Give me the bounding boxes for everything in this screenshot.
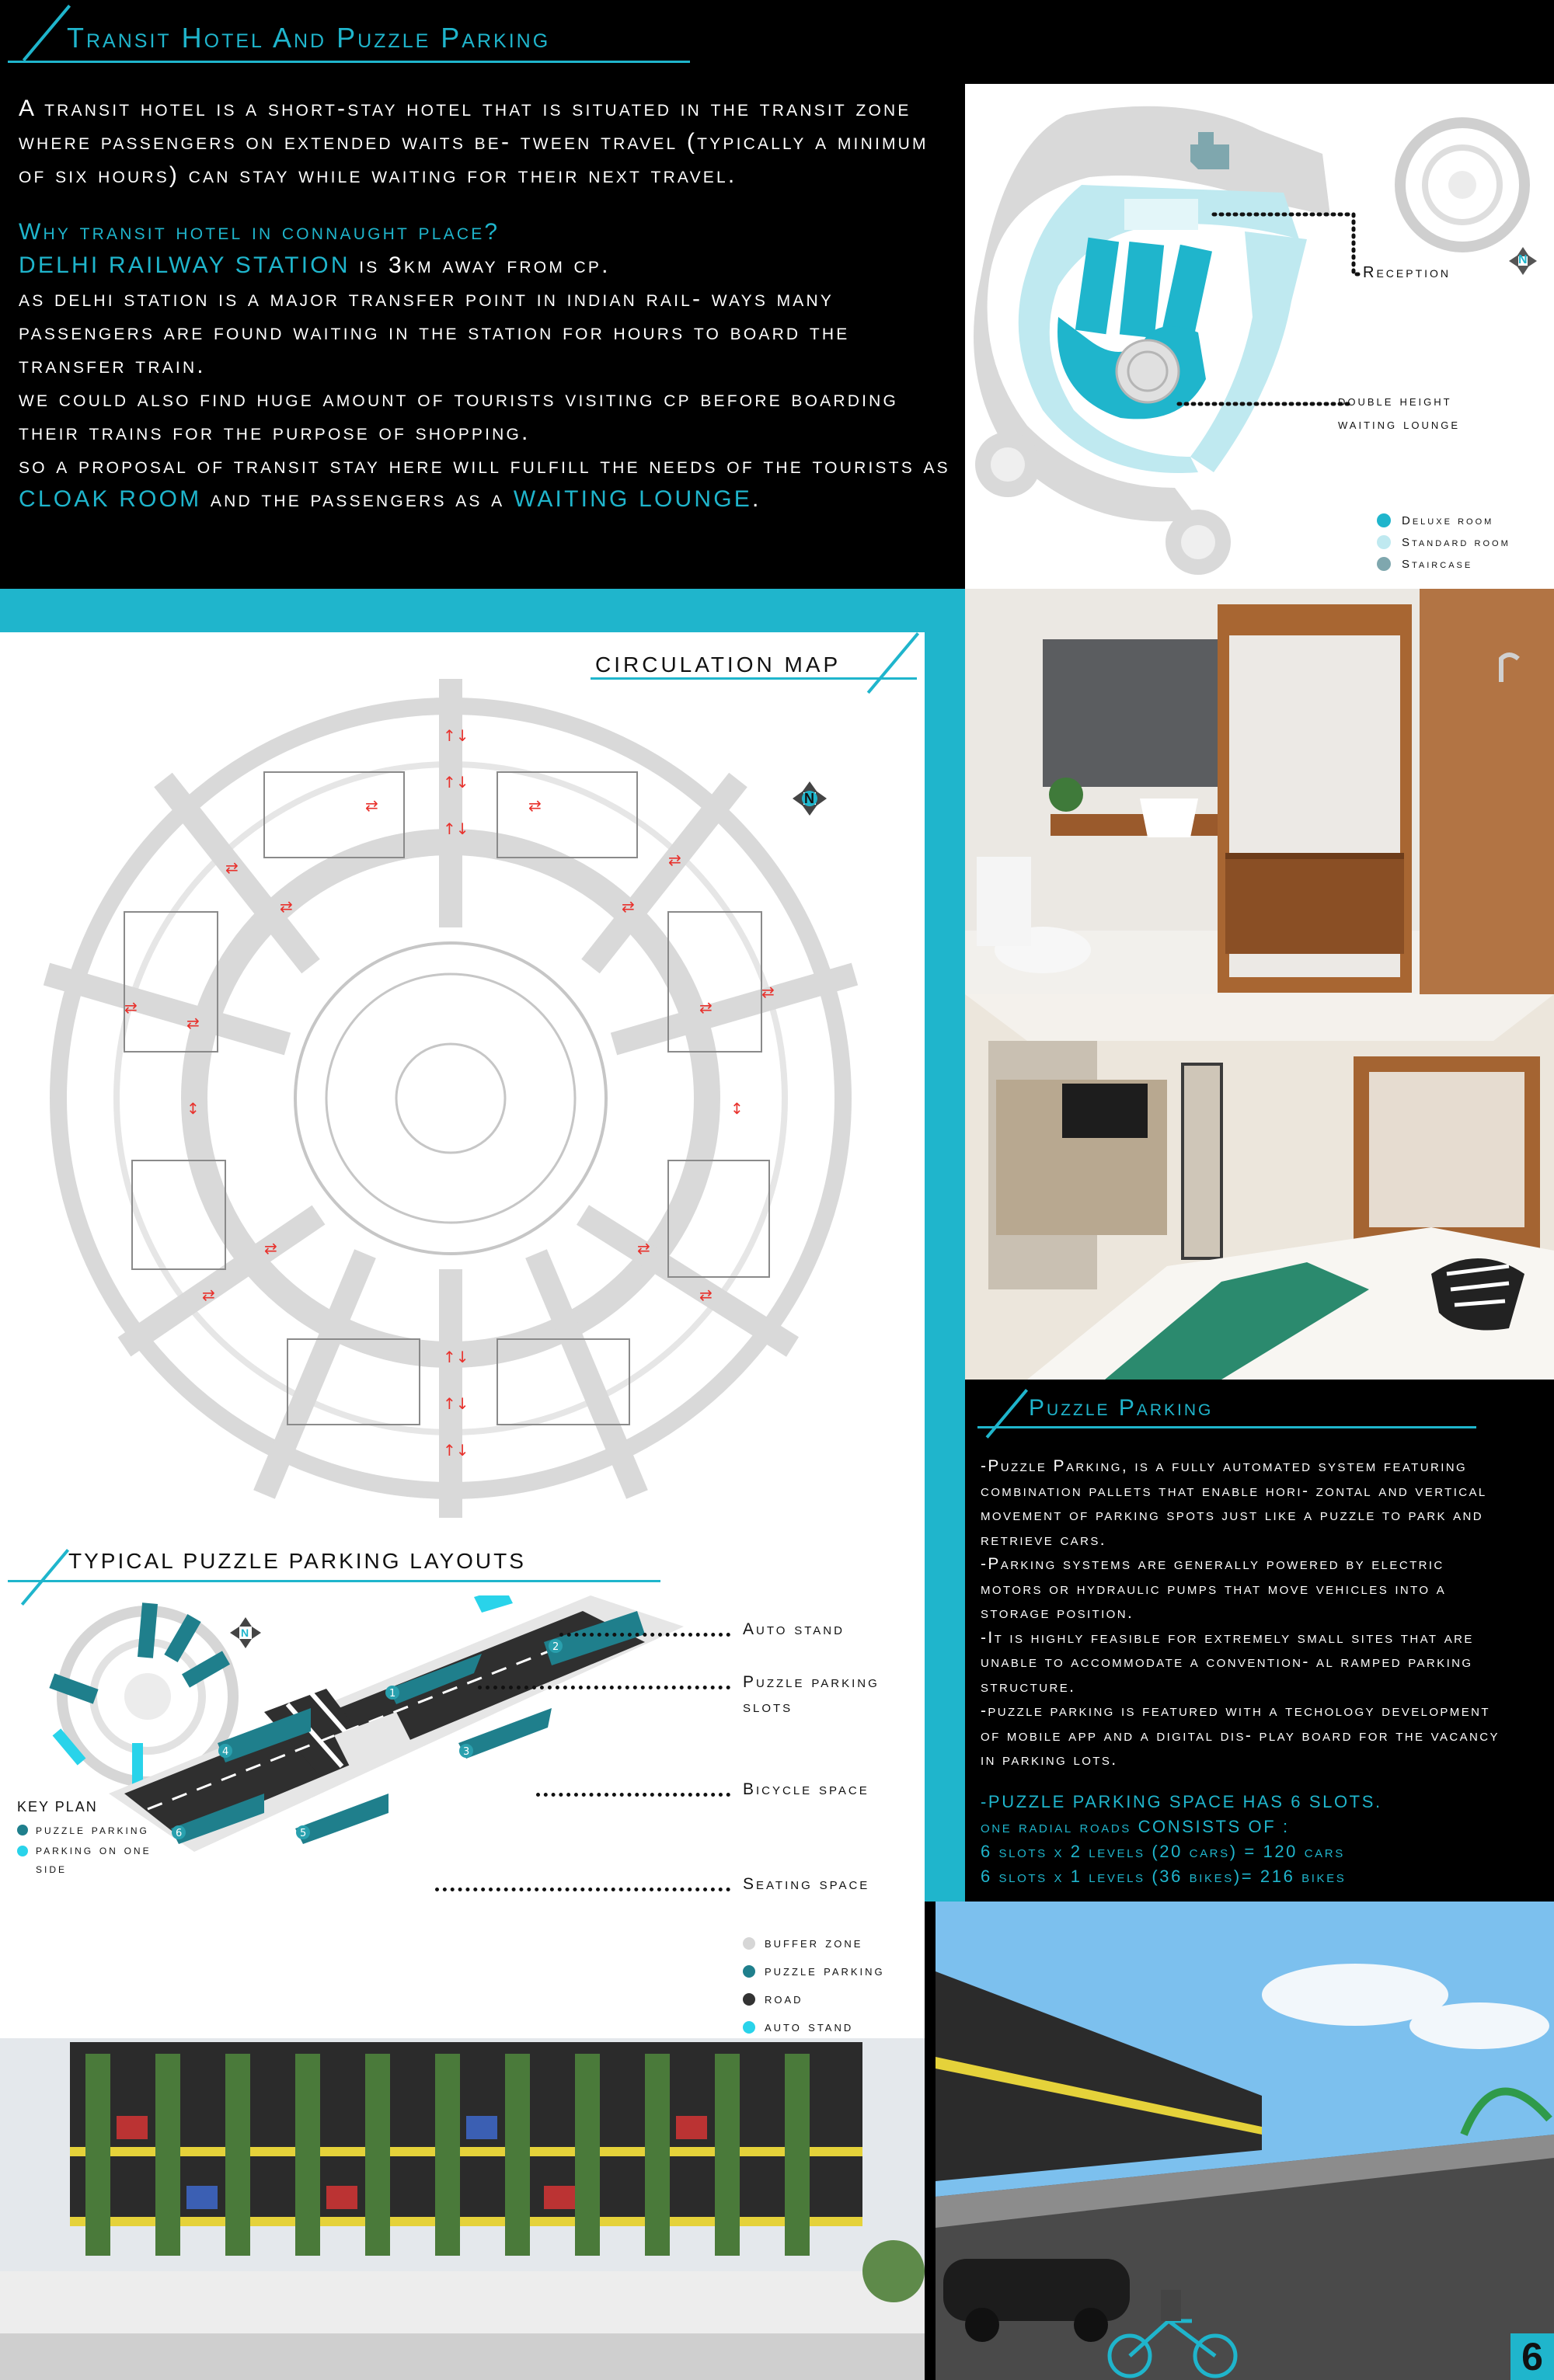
- svg-text:⇄: ⇄: [264, 1239, 277, 1258]
- why-question: Why transit hotel in connaught place?: [19, 219, 500, 245]
- callout-line-bicycle: [536, 1793, 730, 1797]
- legend-auto: [743, 2013, 885, 2041]
- puzzle-parking-slash: [986, 1389, 1028, 1439]
- north-arrow: [1509, 247, 1537, 275]
- svg-text:⇄: ⇄: [202, 1286, 215, 1304]
- cloak-room-highlight: CLOAK ROOM: [19, 486, 202, 512]
- station-highlight: DELHI RAILWAY STATION: [19, 252, 350, 278]
- bathroom-render: [965, 589, 1554, 994]
- north-label: N: [1518, 253, 1528, 266]
- intro-paragraph: A transit hotel is a short-stay hotel that is situated in the transit zone where passengers on extended waits be- tween travel (typically a minimum of six hours) can stay while waiting for their next travel.: [19, 96, 929, 188]
- reception-label: Reception: [1363, 264, 1451, 281]
- legend-dot: [17, 1825, 28, 1835]
- legend-buffer: [743, 1929, 885, 1957]
- north-label: N: [804, 791, 814, 806]
- legend-deluxe: [1377, 510, 1510, 531]
- legend-label: Staircase: [1402, 557, 1473, 571]
- hotel-floor-plan-panel: [965, 84, 1554, 589]
- parking-facade-render: [0, 2038, 925, 2380]
- slot-3: 3: [463, 1746, 470, 1758]
- legend-label: road: [765, 1991, 803, 2007]
- legend-dot: [17, 1846, 28, 1856]
- north-label: N: [241, 1627, 249, 1639]
- callout-line-seating: [435, 1888, 730, 1891]
- callout-puzzle-slots-1: Puzzle parking: [743, 1673, 880, 1691]
- callout-auto-stand: Auto stand: [743, 1620, 845, 1638]
- svg-text:⇄: ⇄: [668, 851, 681, 869]
- teal-band-right: [925, 589, 965, 1902]
- pp-line-3: -It is highly feasible for extremely small sites that are unable to accommodate a convention- al ramped parking structure.: [981, 1628, 1474, 1696]
- svg-text:↑↓: ↑↓: [443, 819, 469, 838]
- pp-line-2: -Parking systems are generally powered by electric motors or hydraulic pumps that move vehicles into a storage position.: [981, 1555, 1447, 1622]
- svg-text:⇄: ⇄: [528, 796, 542, 815]
- street-parking-render: [936, 1902, 1554, 2380]
- svg-text:⇄: ⇄: [699, 998, 713, 1017]
- legend-staircase: [1377, 553, 1510, 575]
- body-3: [19, 449, 959, 516]
- main-white-panel: [0, 632, 925, 2038]
- circulation-map: [31, 679, 917, 1541]
- slot-1: 1: [389, 1688, 396, 1700]
- legend-road: [743, 1985, 885, 2013]
- slot-2: 2: [552, 1641, 559, 1653]
- puzzle-parking-description: [981, 1454, 1512, 1773]
- svg-text:⇄: ⇄: [280, 897, 293, 916]
- svg-text:⇄: ⇄: [699, 1286, 713, 1304]
- pp-line-4: -puzzle parking is featured with a techology development of mobile app and a digital dis- play board for the vacancy in parking lots.: [981, 1702, 1500, 1769]
- slot-5: 5: [300, 1828, 307, 1839]
- legend-label: Deluxe room: [1402, 513, 1494, 527]
- svg-text:⇄: ⇄: [637, 1239, 650, 1258]
- callout-line-auto: [559, 1633, 730, 1637]
- svg-text:↕: ↕: [730, 1099, 744, 1118]
- parking-layout-underline: [8, 1580, 660, 1582]
- legend-label: auto stand: [765, 2019, 854, 2035]
- pp-line-1: -Puzzle Parking, is a fully automated system featuring combination pallets that enable hori- zontal and vertical movement of parking spots just like a puzzle to park and retrieve cars.: [981, 1457, 1487, 1549]
- page-title: Transit Hotel And Puzzle Parking: [67, 22, 551, 54]
- legend-dot: [743, 1993, 755, 2006]
- legend-dot: [1377, 557, 1391, 571]
- circulation-title: CIRCULATION MAP: [595, 652, 841, 677]
- title-slash: [23, 5, 71, 61]
- key-plan-title: KEY PLAN: [17, 1799, 98, 1815]
- body-3a: so a proposal of transit stay here will fulfill the needs of the tourists as: [19, 453, 950, 478]
- legend-dot: [1377, 513, 1391, 527]
- station-rest: is 3km away from cp.: [359, 252, 611, 278]
- teal-band-top: [0, 589, 965, 632]
- legend-label: parking on one side: [36, 1842, 152, 1876]
- callout-line-slots: [478, 1686, 730, 1689]
- pp-stat-2: one radial roads CONSISTS OF :: [981, 1817, 1290, 1836]
- station-line: [19, 249, 959, 282]
- svg-text:⇄: ⇄: [365, 796, 378, 815]
- legend-standard: [1377, 531, 1510, 553]
- svg-text:⇄: ⇄: [225, 858, 239, 877]
- svg-text:↑↓: ↑↓: [443, 773, 469, 792]
- pp-stat-1: -PUZZLE PARKING SPACE HAS 6 SLOTS.: [981, 1792, 1382, 1811]
- circulation-north-arrow: [793, 781, 827, 816]
- svg-text:↑↓: ↑↓: [443, 1441, 469, 1460]
- svg-text:⇄: ⇄: [622, 897, 635, 916]
- legend-dot: [743, 1965, 755, 1978]
- svg-text:↑↓: ↑↓: [443, 1348, 469, 1366]
- parking-layout-title: TYPICAL PUZZLE PARKING LAYOUTS: [68, 1549, 526, 1573]
- page-number: 6: [1521, 2335, 1543, 2378]
- legend-dot: [743, 1937, 755, 1950]
- puzzle-parking-stats: [981, 1790, 1524, 1889]
- puzzle-parking-underline: [977, 1426, 1476, 1428]
- lounge-label-1: double height: [1338, 393, 1452, 409]
- slot-6: 6: [176, 1828, 183, 1839]
- callout-seating: Seating space: [743, 1875, 870, 1893]
- pp-stat-4: 6 slots x 1 levels (36 bikes)= 216 bikes: [981, 1867, 1347, 1886]
- svg-text:↕: ↕: [186, 1099, 200, 1118]
- legend-label: Standard room: [1402, 535, 1510, 549]
- callout-bicycle: Bicycle space: [743, 1780, 869, 1798]
- room-legend: [1377, 510, 1510, 575]
- body-1: as delhi station is a major transfer point in indian rail- ways many passengers are found waiting in the station for hours to board the transfer train.: [19, 286, 850, 378]
- bedroom-render: [965, 994, 1554, 1380]
- svg-text:↑↓: ↑↓: [443, 1394, 469, 1413]
- puzzle-parking-title: Puzzle Parking: [1029, 1395, 1214, 1421]
- callout-puzzle-slots-2: slots: [743, 1698, 793, 1716]
- svg-text:↑↓: ↑↓: [443, 726, 469, 745]
- slot-4: 4: [222, 1746, 229, 1758]
- svg-text:⇄: ⇄: [124, 998, 138, 1017]
- lounge-label-2: waiting lounge: [1338, 416, 1461, 432]
- waiting-lounge-highlight: WAITING LOUNGE: [513, 486, 752, 512]
- legend-dot: [1377, 535, 1391, 549]
- body-3b: and the passengers as a: [210, 486, 505, 512]
- legend-label: buffer zone: [765, 1935, 863, 1951]
- svg-text:⇄: ⇄: [761, 983, 775, 1001]
- legend-label: puzzle parking: [765, 1963, 885, 1979]
- intro-text-block: [19, 92, 959, 516]
- legend-dot: [743, 2021, 755, 2034]
- legend-label: puzzle parking: [36, 1822, 149, 1837]
- title-underline: [8, 61, 690, 63]
- parking-legend: [743, 1929, 885, 2041]
- pp-stat-3: 6 slots x 2 levels (20 cars) = 120 cars: [981, 1842, 1345, 1861]
- legend-puzzle: [743, 1957, 885, 1985]
- body-2: we could also find huge amount of tourists visiting cp before boarding their trains for the purpose of shopping.: [19, 386, 899, 445]
- svg-text:⇄: ⇄: [186, 1014, 200, 1032]
- period: .: [751, 486, 761, 512]
